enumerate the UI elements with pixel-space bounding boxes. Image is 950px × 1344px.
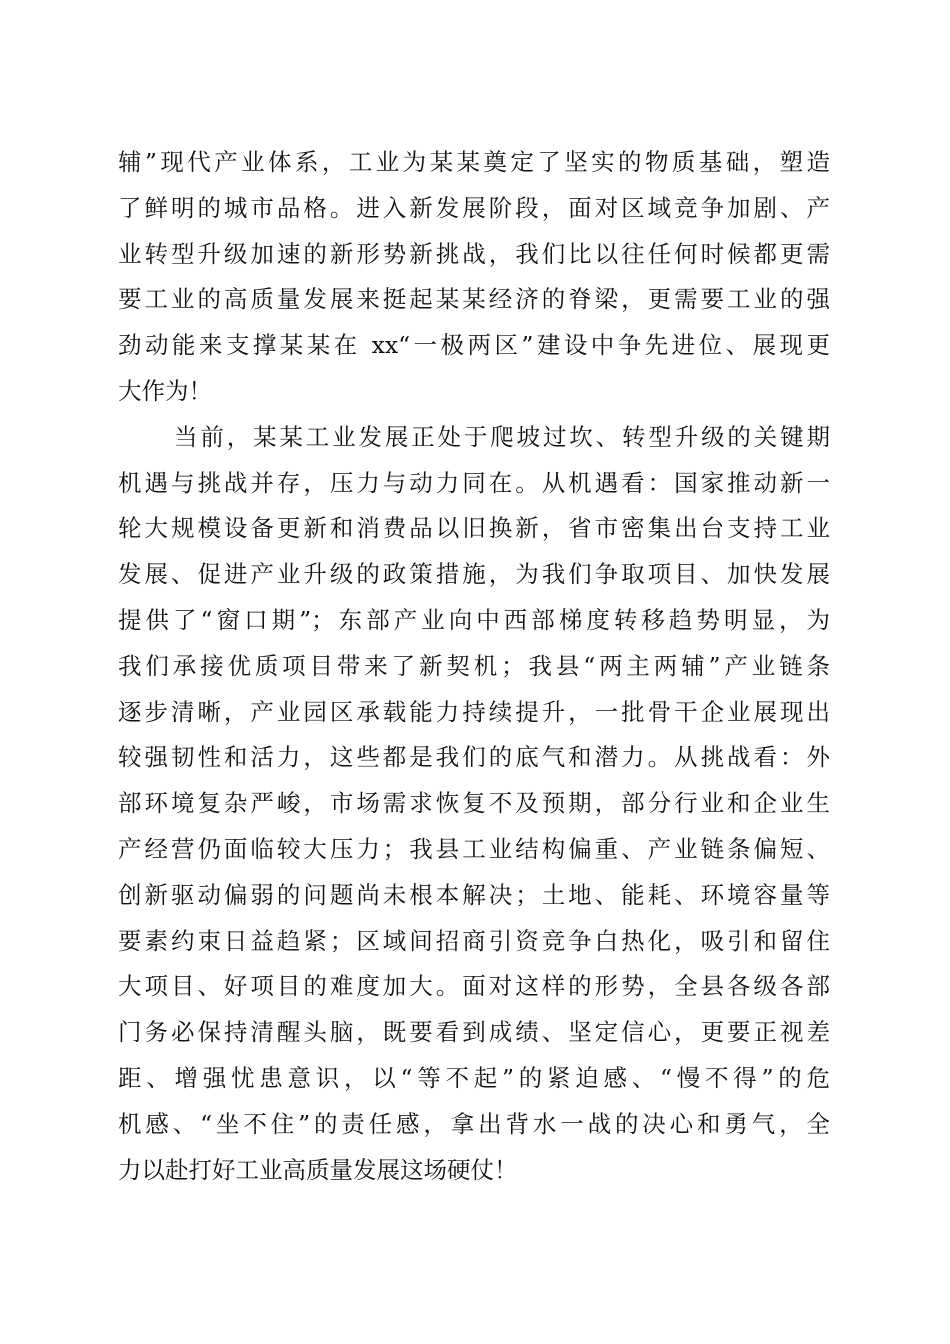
text-line: 发展、促进产业升级的政策措施，为我们争取项目、加快发展 [118, 560, 830, 589]
text-line: 较强韧性和活力，这些都是我们的底气和潜力。从挑战看：外 [118, 743, 830, 772]
text-line: 我们承接优质项目带来了新契机；我县“两主两辅”产业链条 [118, 651, 830, 680]
text-line: 力以赴打好工业高质量发展这场硬仗！ [118, 1155, 518, 1184]
text-line: 要工业的高质量发展来挺起某某经济的脊梁，更需要工业的强 [118, 285, 830, 314]
text-line: 大项目、好项目的难度加大。面对这样的形势，全县各级各部 [118, 972, 830, 1001]
text-line: 距、增强忧患意识，以“等不起”的紧迫感、“慢不得”的危 [118, 1063, 830, 1092]
text-line: 机遇与挑战并存，压力与动力同在。从机遇看：国家推动新一 [118, 468, 830, 497]
text-line: 产经营仍面临较大压力；我县工业结构偏重、产业链条偏短、 [118, 834, 830, 863]
text-line: 逐步清晰，产业园区承载能力持续提升，一批骨干企业展现出 [118, 697, 830, 726]
text-line: 业转型升级加速的新形势新挑战，我们比以往任何时候都更需 [118, 239, 830, 268]
paragraph-first-line: 当前，某某工业发展正处于爬坡过坎、转型升级的关键期 [174, 422, 830, 451]
text-line: 创新驱动偏弱的问题尚未根本解决；土地、能耗、环境容量等 [118, 880, 830, 909]
text-line: 机感、“坐不住”的责任感，拿出背水一战的决心和勇气，全 [118, 1109, 830, 1138]
text-line: 大作为！ [118, 376, 212, 405]
text-line: 了鲜明的城市品格。进入新发展阶段，面对区域竞争加剧、产 [118, 193, 830, 222]
text-line: 门务必保持清醒头脑，既要看到成绩、坚定信心，更要正视差 [118, 1018, 830, 1047]
text-line: 轮大规模设备更新和消费品以旧换新，省市密集出台支持工业 [118, 514, 830, 543]
text-line: 劲动能来支撑某某在 xx“一极两区”建设中争先进位、展现更 [118, 331, 830, 360]
text-line: 部环境复杂严峻，市场需求恢复不及预期，部分行业和企业生 [118, 789, 830, 818]
document-body [118, 140, 830, 1193]
text-line: 辅”现代产业体系，工业为某某奠定了坚实的物质基础，塑造 [118, 148, 830, 176]
text-line: 要素约束日益趋紧；区域间招商引资竞争白热化，吸引和留住 [118, 926, 830, 955]
text-line: 提供了“窗口期”；东部产业向中西部梯度转移趋势明显，为 [118, 605, 830, 634]
